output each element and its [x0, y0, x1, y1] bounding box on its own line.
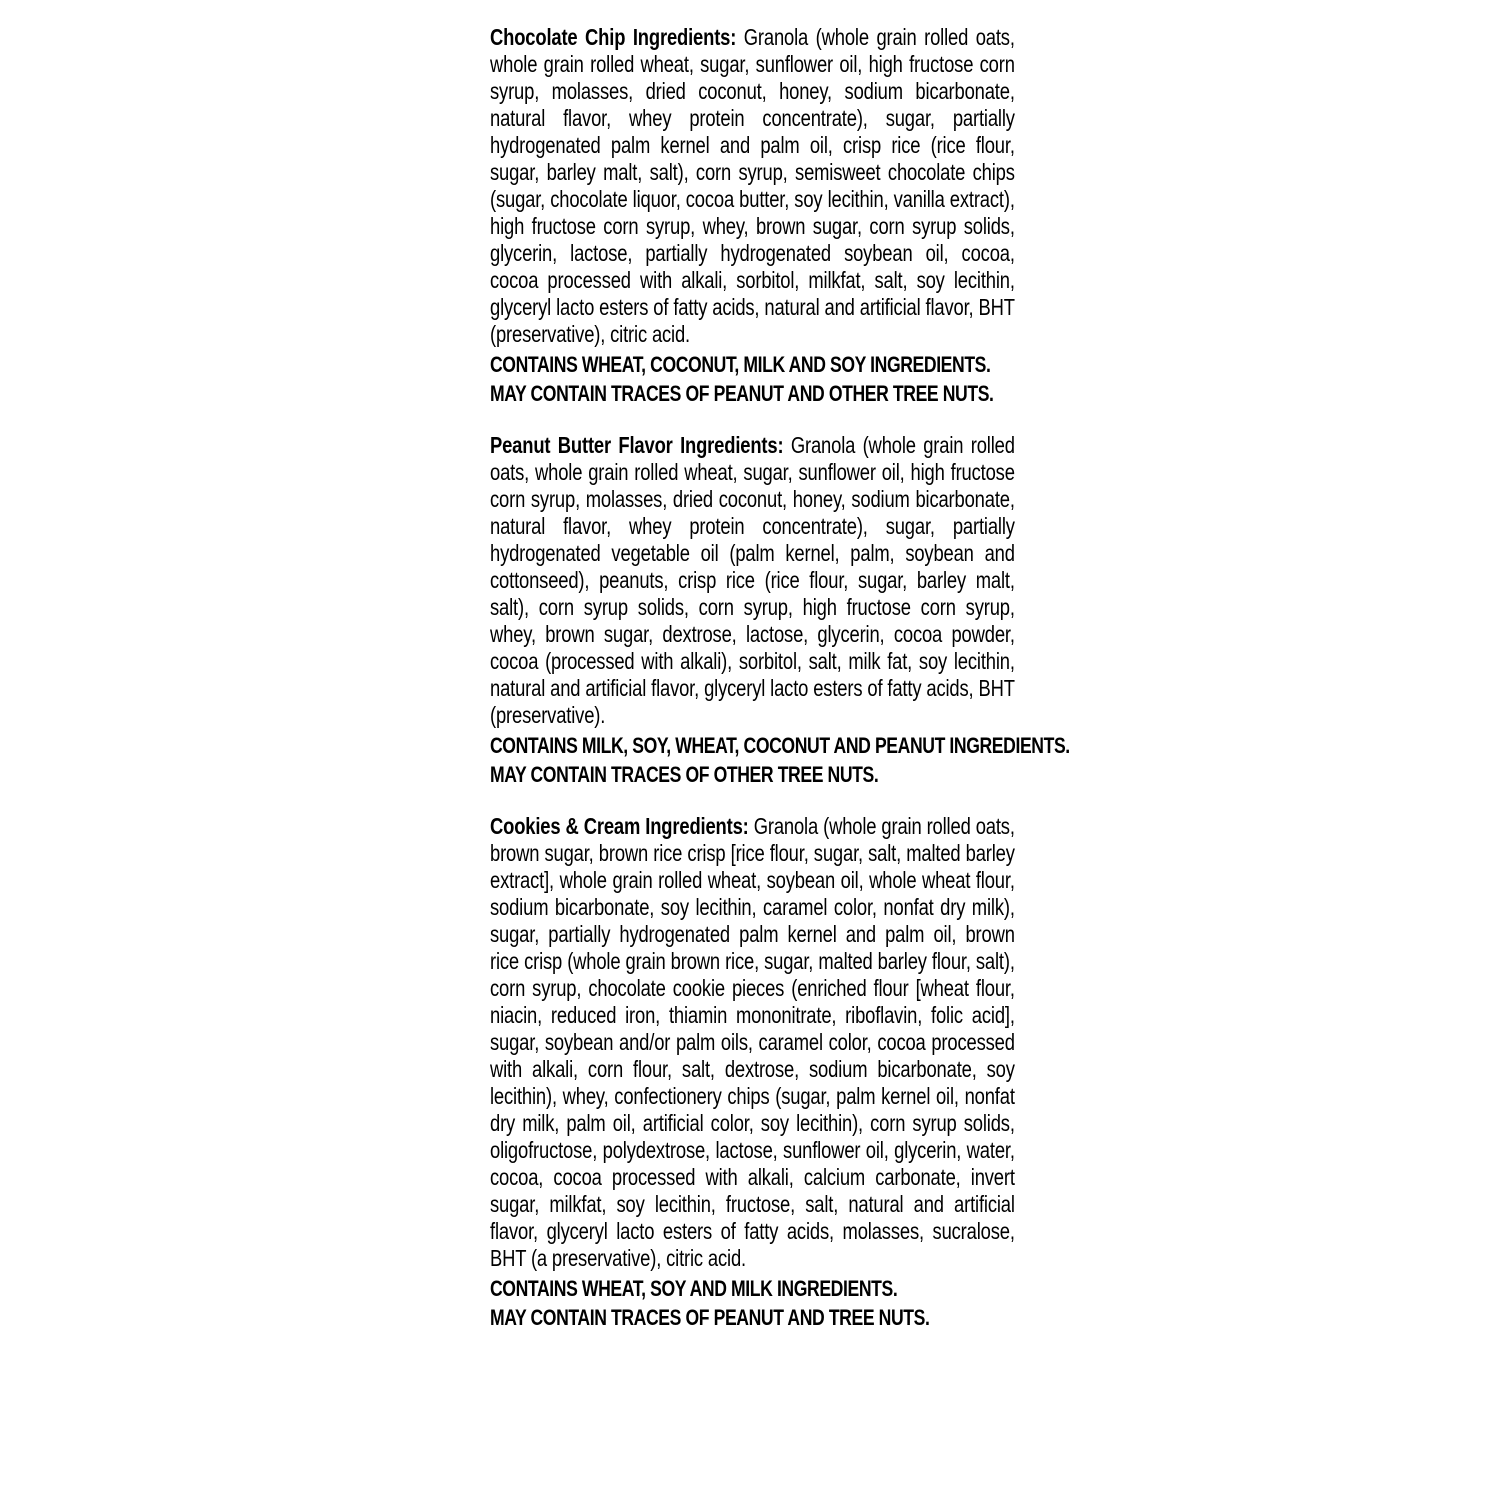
- ingredients-paragraph: [490, 813, 1015, 1272]
- allergen-statement: CONTAINS WHEAT, COCONUT, MILK AND SOY INGREDIENTS.: [490, 352, 991, 377]
- allergen-statement: CONTAINS WHEAT, SOY AND MILK INGREDIENTS.: [490, 1276, 898, 1301]
- section-title: Cookies & Cream Ingredients:: [490, 813, 749, 839]
- ingredients-paragraph: [490, 432, 1015, 729]
- section-peanut-butter: [490, 432, 1070, 789]
- ingredients-paragraph: [490, 24, 1015, 348]
- ingredients-text: Granola (whole grain rolled oats, whole grain rolled wheat, sugar, sunflower oil, high fructose corn syrup, molasses, dried coconut, honey, sodium bicarbonate, natural flavor, whey protein concentrate), sugar, partially hydrogenated vegetable oil (palm kernel, palm, soybean and cottonseed), peanuts, crisp rice (rice flour, sugar, barley malt, salt), corn syrup solids, corn syrup, high fructose corn syrup, whey, brown sugar, dextrose, lactose, glycerin, cocoa powder, cocoa (processed with alkali), sorbitol, salt, milk fat, soy lecithin, natural and artificial flavor, glyceryl lacto esters of fatty acids, BHT (preservative).: [490, 432, 1015, 728]
- section-cookies-cream: [490, 813, 1015, 1332]
- allergen-block: [490, 731, 1070, 789]
- allergen-statement: MAY CONTAIN TRACES OF OTHER TREE NUTS.: [490, 762, 879, 787]
- section-title: Peanut Butter Flavor Ingredients:: [490, 432, 784, 458]
- section-title: Chocolate Chip Ingredients:: [490, 24, 737, 50]
- allergen-statement: MAY CONTAIN TRACES OF PEANUT AND TREE NUTS.: [490, 1305, 930, 1330]
- allergen-block: [490, 350, 1015, 408]
- section-chocolate-chip: [490, 24, 1015, 408]
- allergen-block: [490, 1274, 1015, 1332]
- ingredients-text: Granola (whole grain rolled oats, whole grain rolled wheat, sugar, sunflower oil, high fructose corn syrup, molasses, dried coconut, honey, sodium bicarbonate, natural flavor, whey protein concentrate), sugar, partially hydrogenated palm kernel and palm oil, crisp rice (rice flour, sugar, barley malt, salt), corn syrup, semisweet chocolate chips (sugar, chocolate liquor, cocoa butter, soy lecithin, vanilla extract), high fructose corn syrup, whey, brown sugar, corn syrup solids, glycerin, lactose, partially hydrogenated soybean oil, cocoa, cocoa processed with alkali, sorbitol, milkfat, salt, soy lecithin, glyceryl lacto esters of fatty acids, natural and artificial flavor, BHT (preservative), citric acid.: [490, 24, 1015, 347]
- allergen-statement: CONTAINS MILK, SOY, WHEAT, COCONUT AND PEANUT INGREDIENTS.: [490, 733, 1070, 758]
- allergen-statement: MAY CONTAIN TRACES OF PEANUT AND OTHER TREE NUTS.: [490, 381, 994, 406]
- ingredients-text: Granola (whole grain rolled oats, brown sugar, brown rice crisp [rice flour, sugar, salt, malted barley extract], whole grain rolled wheat, soybean oil, whole wheat flour, sodium bicarbonate, soy lecithin, caramel color, nonfat dry milk), sugar, partially hydrogenated palm kernel and palm oil, brown rice crisp (whole grain brown rice, sugar, malted barley flour, salt), corn syrup, chocolate cookie pieces (enriched flour [wheat flour, niacin, reduced iron, thiamin mononitrate, riboflavin, folic acid], sugar, soybean and/or palm oils, caramel color, cocoa processed with alkali, corn flour, salt, dextrose, sodium bicarbonate, soy lecithin), whey, confectionery chips (sugar, palm kernel oil, nonfat dry milk, palm oil, artificial color, soy lecithin), corn syrup solids, oligofructose, polydextrose, lactose, sunflower oil, glycerin, water, cocoa, cocoa processed with alkali, calcium carbonate, invert sugar, milkfat, soy lecithin, fructose, salt, natural and artificial flavor, glyceryl lacto esters of fatty acids, molasses, sucralose, BHT (a preservative), citric acid.: [490, 813, 1015, 1271]
- ingredients-label-column: [490, 24, 1070, 1356]
